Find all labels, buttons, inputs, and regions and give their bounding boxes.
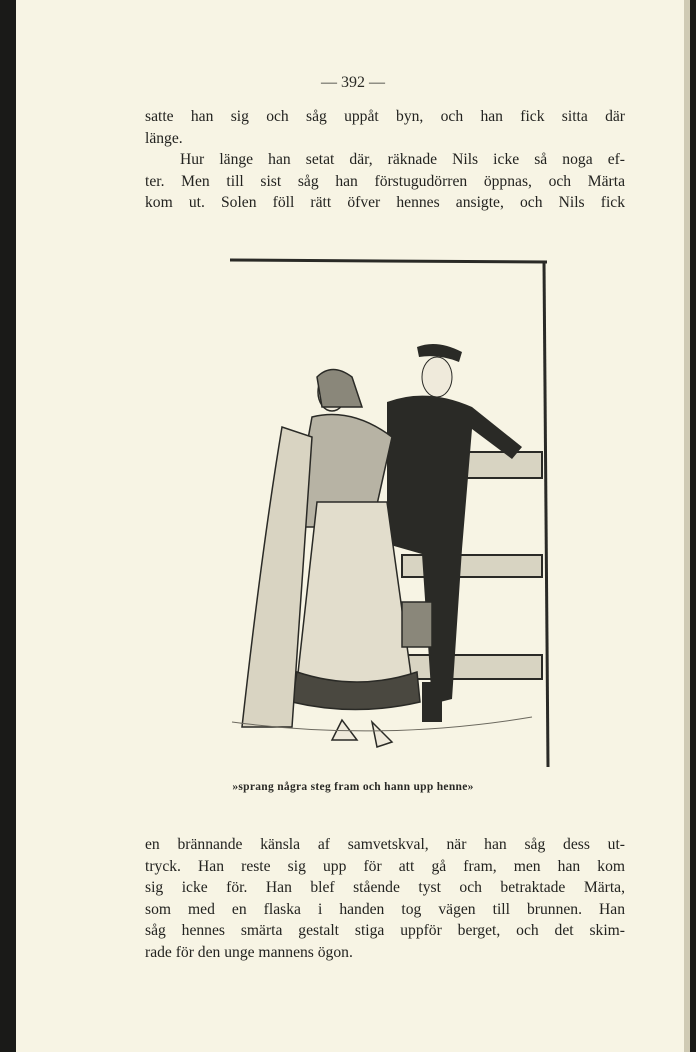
illustration-couple-at-fence bbox=[222, 252, 562, 772]
bottom-paragraph bbox=[145, 834, 625, 963]
text-line: en brännande känsla af samvetskval, när han såg dess ut- bbox=[145, 836, 625, 853]
text-line: tryck. Han reste sig upp för att gå fram, men han kom bbox=[145, 857, 625, 875]
text-line: ter. Men till sist såg han förstugudörren öppnas, och Märta bbox=[145, 172, 625, 190]
text-line: kom ut. Solen föll rätt öfver hennes ansigte, och Nils fick bbox=[145, 194, 625, 211]
page-number: — 392 — bbox=[321, 74, 385, 91]
text-line: länge. bbox=[145, 129, 183, 147]
top-paragraph bbox=[145, 106, 625, 214]
page-edge bbox=[684, 0, 690, 1052]
text-line: rade för den unge mannens ögon. bbox=[145, 943, 353, 961]
book-page bbox=[16, 0, 690, 1052]
illustration-caption: »sprang några steg fram och hann upp henne» bbox=[232, 781, 474, 793]
text-line: som med en flaska i handen tog vägen till brunnen. Han bbox=[145, 900, 625, 918]
text-line: såg hennes smärta gestalt stiga uppför berget, och det skim- bbox=[145, 922, 625, 939]
text-line: sig icke för. Han blef stående tyst och betraktade Märta, bbox=[145, 879, 625, 896]
text-line: Hur länge han setat där, räknade Nils icke så noga ef- bbox=[180, 151, 625, 168]
text-line: satte han sig och såg uppåt byn, och han fick sitta där bbox=[145, 108, 625, 125]
